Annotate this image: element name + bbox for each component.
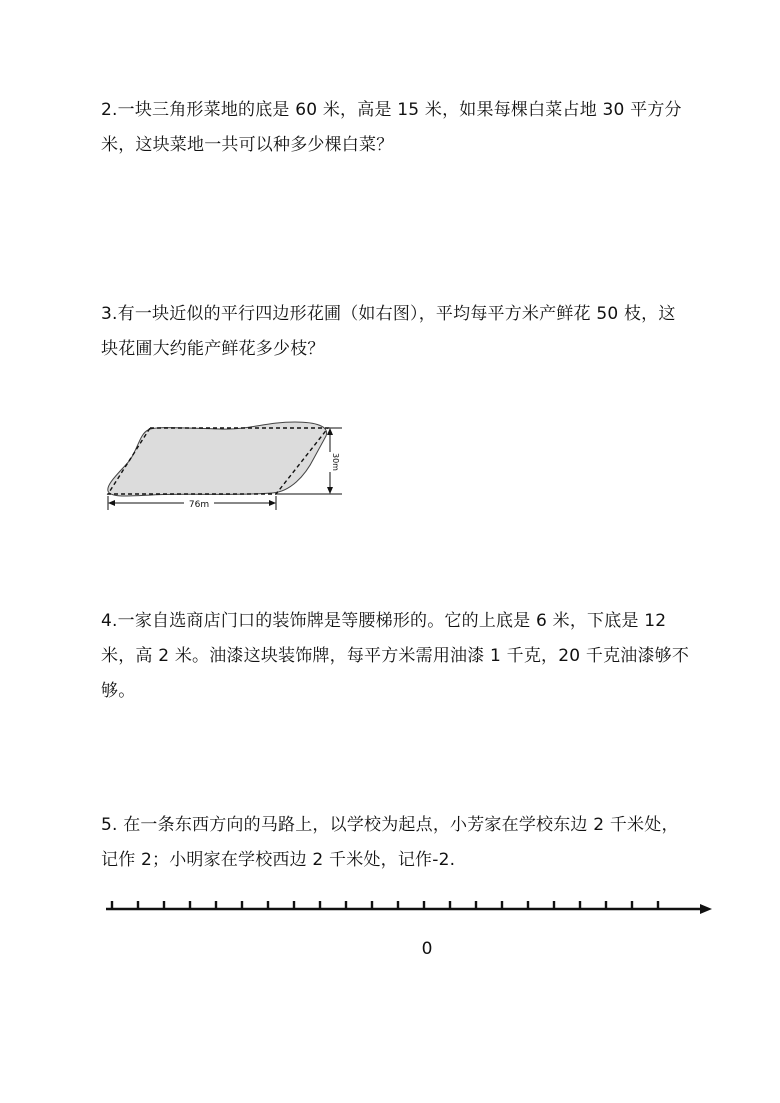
number-line [100,895,720,965]
question-2: 2.一块三角形菜地的底是 60 米，高是 15 米，如果每棵白菜占地 30 平方分米，这块菜地一共可以种多少棵白菜？ [101,100,682,155]
zero-label: 0 [421,939,433,959]
question-4: 4.一家自选商店门口的装饰牌是等腰梯形的。它的上底是 6 米，下底是 12 米，高 2 米。油漆这块装饰牌，每平方米需用油漆 1 千克，20 千克油漆够不够。 [101,611,690,701]
question-3: 3.有一块近似的平行四边形花圃（如右图），平均每平方米产鲜花 50 枝，这块花圃大约能产鲜花多少枝？ [101,304,676,359]
parallelogram-garden-figure [100,414,360,524]
question-5: 5. 在一条东西方向的马路上，以学校为起点，小芳家在学校东边 2 千米处，记作 2；小明家在学校西边 2 千米处，记作-2. [101,815,679,870]
height-label: 30m [331,453,340,471]
width-label: 76m [188,500,210,510]
garden-shape [108,422,327,496]
arrow-right-icon [700,904,712,914]
number-line-ticks [112,901,658,909]
